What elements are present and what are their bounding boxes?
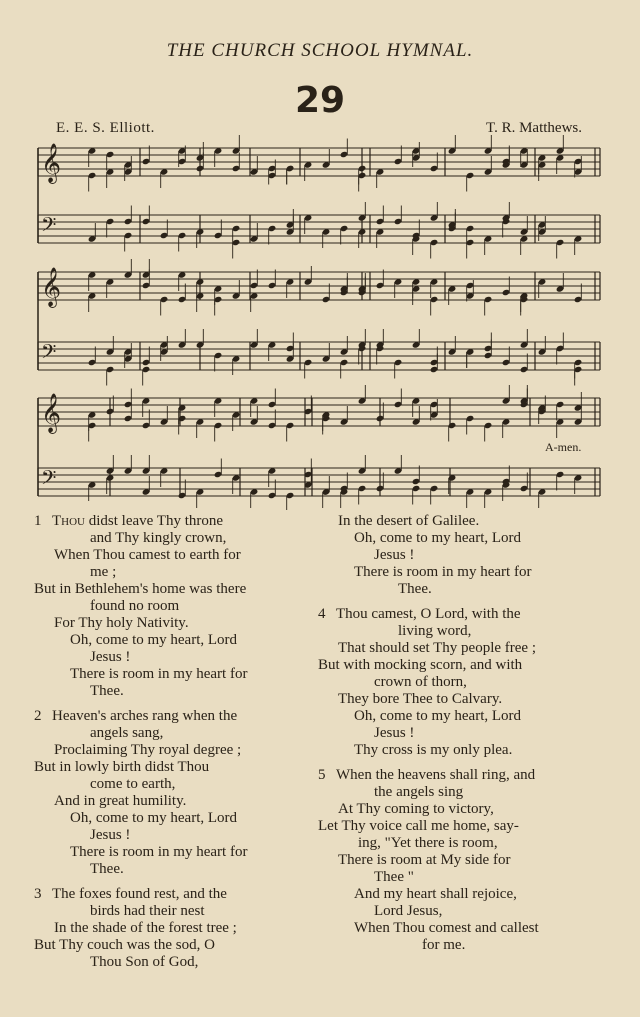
verse-line: But in lowly birth didst Thou [34, 759, 210, 775]
verse-line: crown of thorn, [374, 674, 467, 690]
verse-line: for me. [422, 937, 466, 953]
verse-line: Oh, come to my heart, Lord [70, 810, 238, 826]
verse-line: When Thou camest to earth for [54, 547, 241, 563]
amen-label: A-men. [545, 440, 582, 454]
verse-line: Oh, come to my heart, Lord [70, 632, 238, 648]
verse-number: 1 [34, 513, 42, 529]
verse-line: But with mocking scorn, and with [318, 657, 523, 673]
verse-line: Thou Son of God, [90, 954, 199, 970]
verse-line: didst leave Thy throne [85, 513, 224, 529]
verse-line: Jesus ! [90, 827, 131, 843]
verse-line: Oh, come to my heart, Lord [354, 708, 522, 724]
verse-line: There is room in my heart for [70, 844, 248, 860]
verse-line: There is room at My side for [338, 852, 511, 868]
hymn-number: 29 [294, 80, 346, 121]
verse-line: come to earth, [90, 776, 176, 792]
verse-number: 3 [34, 886, 42, 902]
verse-line: When the heavens shall ring, and [336, 767, 536, 783]
verse-line: living word, [398, 623, 472, 639]
verse-line: And in great humility. [54, 793, 187, 809]
verse-line: Thee. [398, 581, 432, 597]
verse-line: birds had their nest [90, 903, 205, 919]
page-header: THE CHURCH SCHOOL HYMNAL. [166, 40, 474, 61]
treble-clef-icon: 𝄞 [41, 143, 62, 183]
verse-line: angels sang, [90, 725, 164, 741]
verse-line: Heaven's arches rang when the [52, 708, 238, 724]
verse-line: Thee " [374, 869, 414, 885]
verse-line: They bore Thee to Calvary. [338, 691, 503, 707]
verse-3 [34, 886, 314, 971]
verse-line: Thee. [90, 683, 124, 699]
treble-clef-icon: 𝄞 [41, 393, 62, 433]
bass-clef-icon: 𝄢 [41, 213, 57, 241]
verse-line: ing, "Yet there is room, [358, 835, 498, 851]
verse-3-continued [318, 513, 608, 598]
verse-line: Lord Jesus, [374, 903, 443, 919]
verse-number: 2 [34, 708, 42, 724]
bass-clef-icon: 𝄢 [41, 340, 57, 368]
verse-line: Proclaiming Thy royal degree ; [54, 742, 242, 758]
verse-line: Thou camest, O Lord, with the [336, 606, 521, 622]
verse-line: There is room in my heart for [70, 666, 248, 682]
verse-line: When Thou comest and callest [354, 920, 539, 936]
verse-line: Oh, come to my heart, Lord [354, 530, 522, 546]
verse-line: There is room in my heart for [354, 564, 532, 580]
verse-line: That should set Thy people free ; [338, 640, 537, 656]
verse-4 [318, 606, 608, 759]
verse-line: In the shade of the forest tree ; [54, 920, 237, 936]
verse-number: 4 [318, 606, 326, 622]
lyrics-left-column [34, 513, 314, 979]
verse-line: And my heart shall rejoice, [354, 886, 517, 902]
verse-line: For Thy holy Nativity. [54, 615, 189, 631]
verse-line: The foxes found rest, and the [52, 886, 227, 902]
lyrics-right-column [318, 513, 608, 962]
verse-line: Jesus ! [374, 725, 415, 741]
verse-line: But Thy couch was the sod, O [34, 937, 215, 953]
verse-line: and Thy kingly crown, [90, 530, 227, 546]
verse-line: me ; [90, 564, 117, 580]
verse-1 [34, 513, 314, 700]
verse-first-word: Thou [52, 513, 85, 529]
verse-line: But in Bethlehem's home was there [34, 581, 247, 597]
verse-line: found no room [90, 598, 180, 614]
bass-clef-icon: 𝄢 [41, 466, 57, 494]
verse-line: Jesus ! [90, 649, 131, 665]
treble-clef-icon: 𝄞 [41, 267, 62, 307]
composer-credit: T. R. Matthews. [486, 120, 582, 136]
verse-5 [318, 767, 608, 954]
author-credit: E. E. S. Elliott. [56, 120, 155, 136]
verse-number: 5 [318, 767, 326, 783]
verse-line: Thy cross is my only plea. [354, 742, 513, 758]
verse-line: In the desert of Galilee. [338, 513, 480, 529]
verse-line: Thee. [90, 861, 124, 877]
verse-line: Jesus ! [374, 547, 415, 563]
verse-line: the angels sing [374, 784, 464, 800]
verse-2 [34, 708, 314, 878]
verse-line: At Thy coming to victory, [338, 801, 494, 817]
verse-line: Let Thy voice call me home, say- [318, 818, 519, 834]
